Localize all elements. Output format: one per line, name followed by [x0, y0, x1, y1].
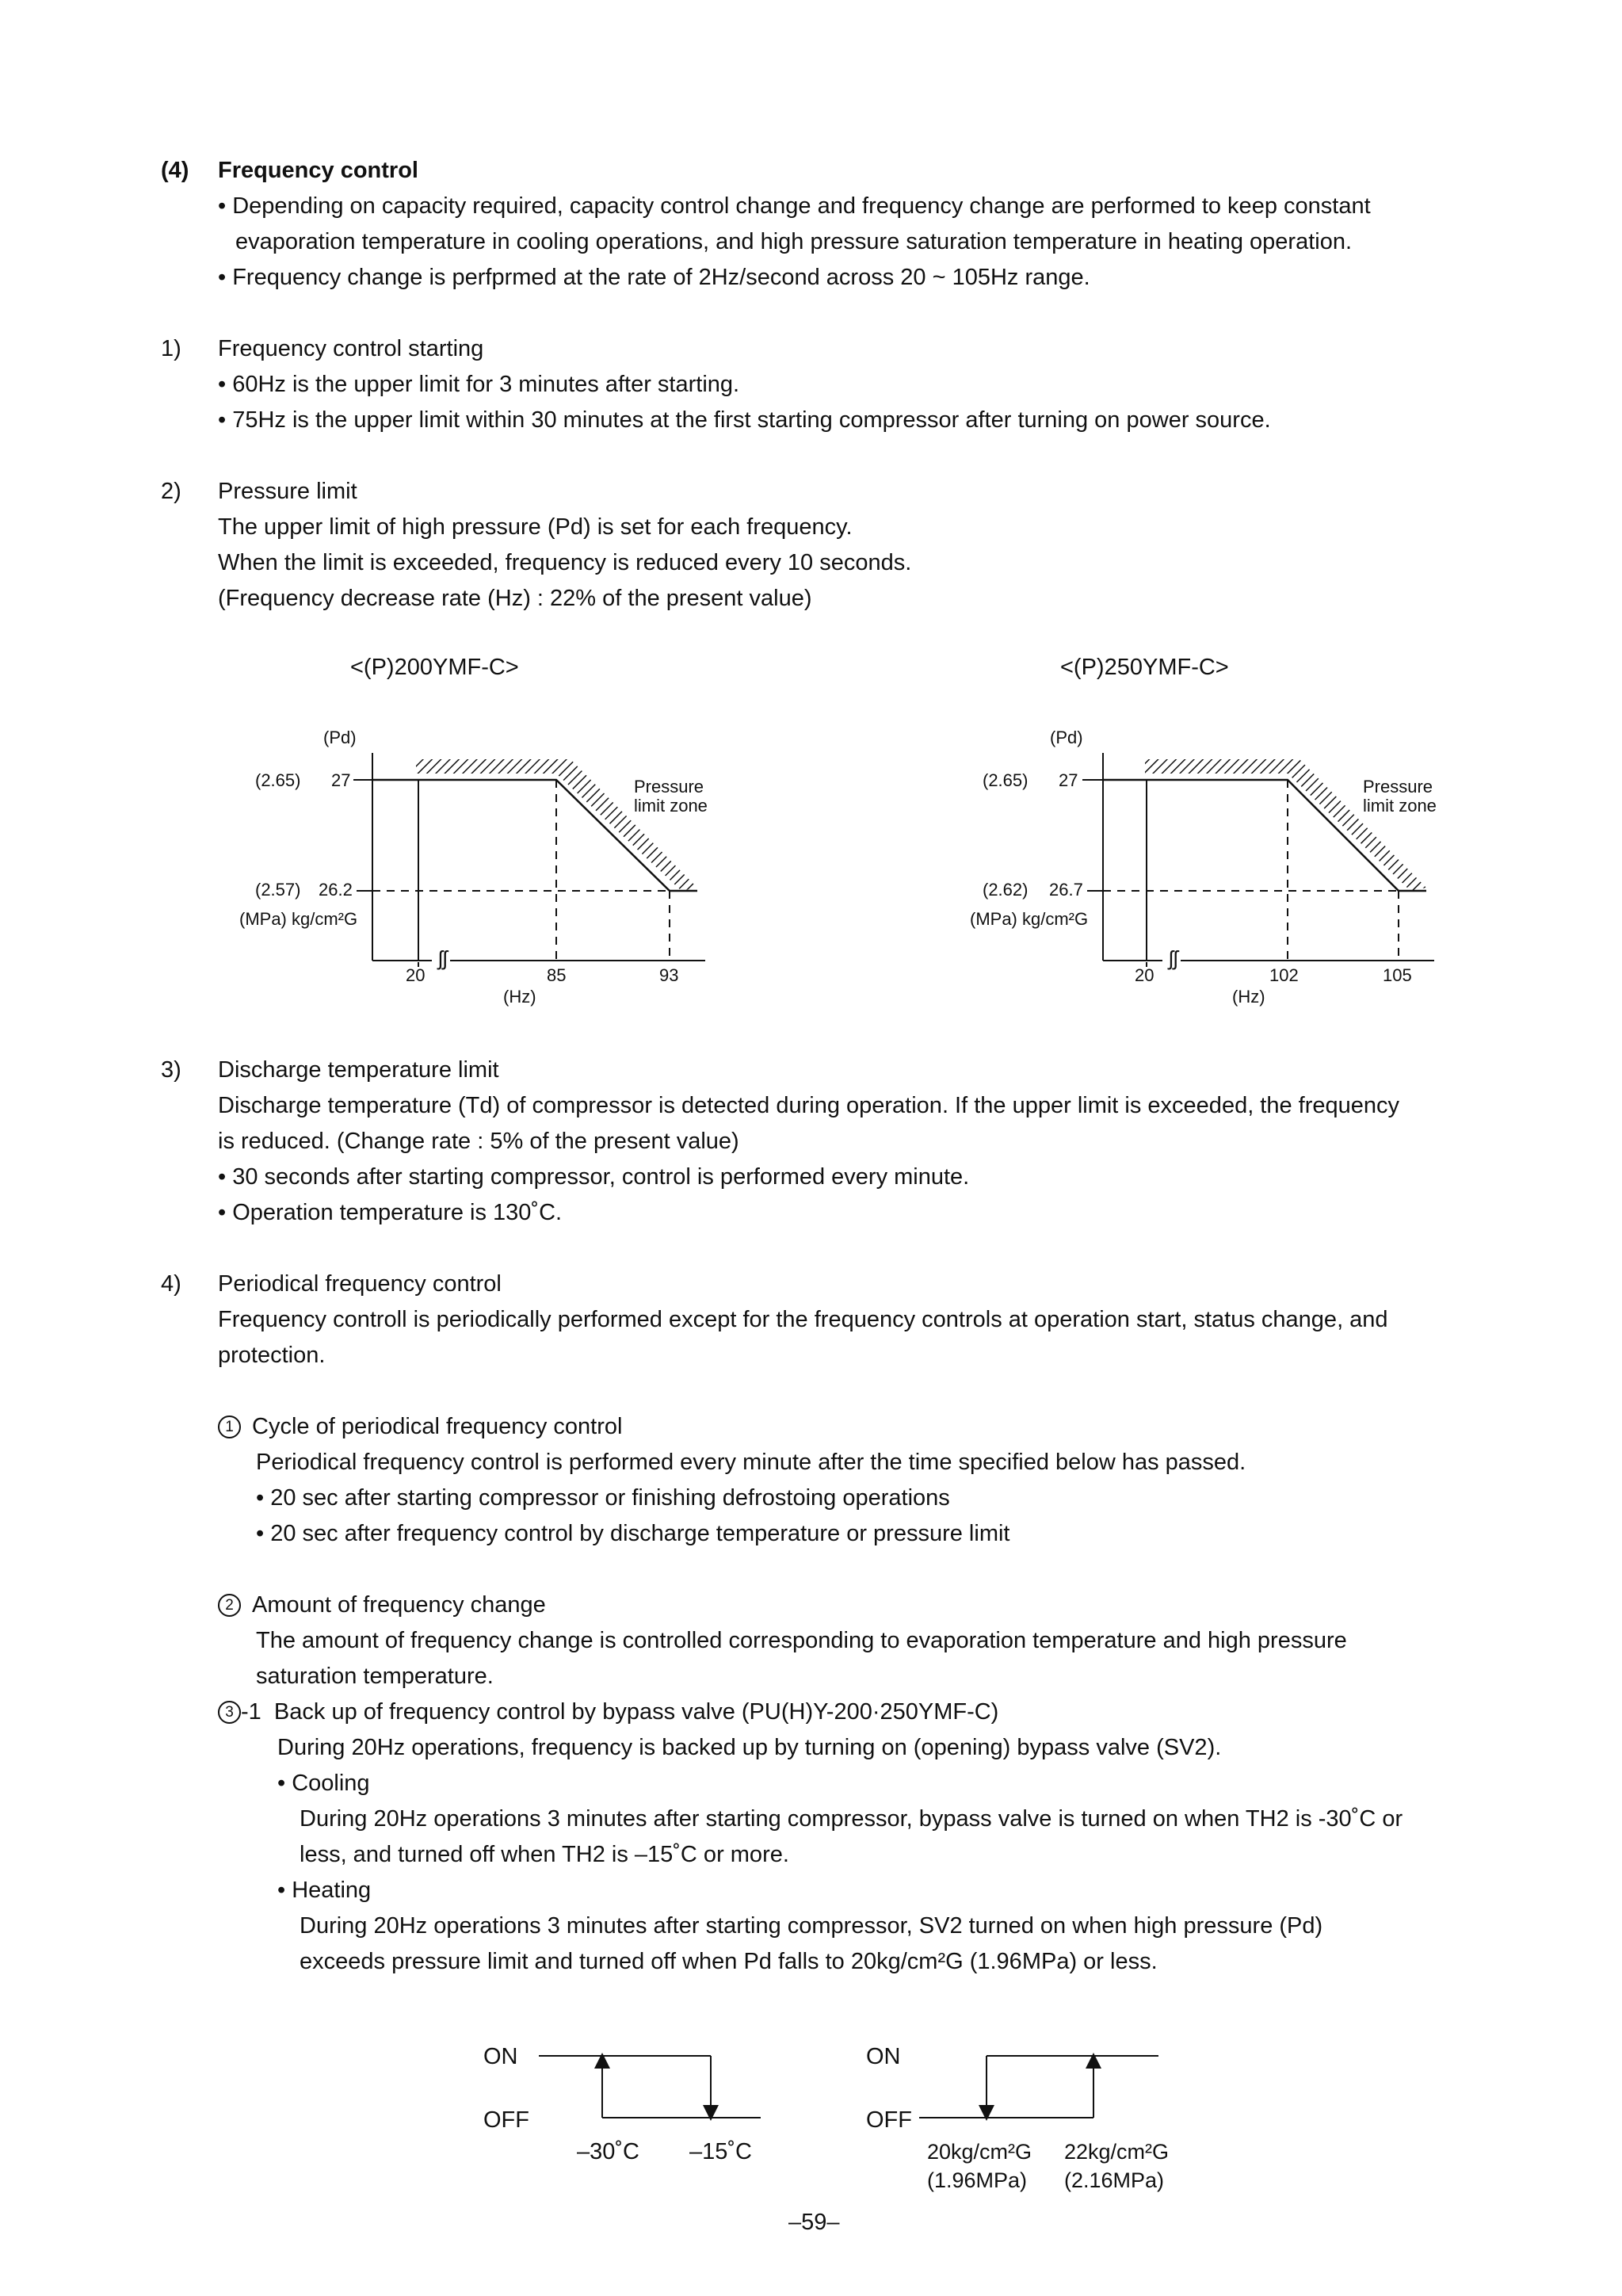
- axis-break-mark: ʃʃ: [1169, 946, 1178, 970]
- y-tick-mpa: (2.65): [983, 770, 1029, 790]
- item-line: The upper limit of high pressure (Pd) is set for each frequency.: [218, 514, 853, 540]
- y-tick-mpa: (2.65): [255, 770, 301, 790]
- threshold-label: 22kg/cm²G: [1064, 2140, 1170, 2164]
- cooling-heading: • Cooling: [277, 1771, 370, 1796]
- heating-heading: • Heating: [277, 1878, 372, 1903]
- off-label: OFF: [866, 2107, 912, 2133]
- item-number: 1): [161, 336, 181, 361]
- item-line: • 30 seconds after starting compressor, control is performed every minute.: [218, 1164, 970, 1190]
- y-tick-mpa: (2.57): [255, 880, 301, 900]
- x-axis-label: (Hz): [503, 987, 536, 1007]
- pressure-limit-charts: [0, 697, 1622, 1014]
- threshold-label: 20kg/cm²G: [927, 2140, 1032, 2164]
- x-tick: 20: [1135, 965, 1154, 985]
- subitem-line: The amount of frequency change is controlled corresponding to evaporation temperature and high pressure: [256, 1628, 1347, 1653]
- cooling-line: During 20Hz operations 3 minutes after starting compressor, bypass valve is turned on when TH2 is -30˚C or: [300, 1806, 1403, 1832]
- subitem-heading: [218, 1409, 622, 1445]
- subitem-line: Periodical frequency control is performed every minute after the time specified below has passed.: [256, 1450, 1246, 1475]
- y-axis-label: (Pd): [323, 728, 357, 747]
- unit-label: (MPa) kg/cm²G: [970, 909, 1089, 929]
- item-line: • Operation temperature is 130˚C.: [218, 1200, 563, 1225]
- item-number: 4): [161, 1271, 181, 1297]
- axis-break-mark: ʃʃ: [438, 946, 448, 970]
- heating-switch-diagram: [866, 2044, 1169, 2192]
- chart-title: <(P)250YMF-C>: [1060, 655, 1229, 680]
- item-title: Discharge temperature limit: [218, 1057, 499, 1083]
- chart-title: <(P)200YMF-C>: [350, 655, 519, 680]
- heating-line: During 20Hz operations 3 minutes after starting compressor, SV2 turned on when high pressure (Pd): [300, 1913, 1323, 1939]
- chart-250ymf: [970, 728, 1437, 1007]
- item-number: 3): [161, 1057, 181, 1083]
- x-tick: 102: [1269, 965, 1299, 985]
- circled-number: 3: [218, 1701, 241, 1724]
- threshold-label: (2.16MPa): [1064, 2168, 1165, 2192]
- subitem-suffix: -1: [241, 1699, 261, 1725]
- y-tick: 27: [331, 770, 351, 790]
- y-tick-mpa: (2.62): [983, 880, 1029, 900]
- x-tick: 20: [406, 965, 426, 985]
- item-title: Periodical frequency control: [218, 1271, 502, 1297]
- section-intro-line: • Frequency change is perfprmed at the rate of 2Hz/second across 20 ~ 105Hz range.: [218, 265, 1090, 290]
- circled-number: 1: [218, 1415, 241, 1438]
- subitem-heading: [218, 1587, 546, 1623]
- threshold-label: (1.96MPa): [927, 2168, 1028, 2192]
- item-line: is reduced. (Change rate : 5% of the present value): [218, 1129, 739, 1154]
- item-line: • 75Hz is the upper limit within 30 minutes at the first starting compressor after turning on power source.: [218, 407, 1271, 433]
- item-line: Frequency controll is periodically performed except for the frequency controls at operation start, status change, and: [218, 1307, 1388, 1332]
- subitem-title: Back up of frequency control by bypass valve (PU(H)Y-200·250YMF-C): [273, 1699, 999, 1725]
- item-line: (Frequency decrease rate (Hz) : 22% of the present value): [218, 586, 812, 611]
- section-number: (4): [161, 158, 189, 183]
- section-intro-line: evaporation temperature in cooling operations, and high pressure saturation temperature in heating operation.: [235, 229, 1353, 254]
- x-tick: 93: [659, 965, 679, 985]
- section-title: Frequency control: [218, 158, 418, 183]
- unit-label: (MPa) kg/cm²G: [239, 909, 358, 929]
- y-tick: 27: [1059, 770, 1078, 790]
- item-title: Pressure limit: [218, 479, 357, 504]
- threshold-label: –30˚C: [577, 2139, 639, 2164]
- zone-label: limit zone: [1363, 796, 1437, 816]
- threshold-label: –15˚C: [689, 2139, 752, 2164]
- on-label: ON: [866, 2044, 901, 2069]
- zone-label: limit zone: [634, 796, 708, 816]
- subitem-line: During 20Hz operations, frequency is backed up by turning on (opening) bypass valve (SV2).: [277, 1735, 1222, 1760]
- off-label: OFF: [483, 2107, 529, 2133]
- item-line: protection.: [218, 1343, 326, 1368]
- subitem-line: • 20 sec after starting compressor or finishing defrostoing operations: [256, 1485, 950, 1511]
- chart-200ymf: [239, 728, 708, 1007]
- item-line: Discharge temperature (Td) of compressor is detected during operation. If the upper limit is exceeded, the frequency: [218, 1093, 1400, 1118]
- x-tick: 85: [547, 965, 567, 985]
- switch-diagrams: [0, 2029, 1622, 2211]
- y-axis-label: (Pd): [1050, 728, 1083, 747]
- page-number: –59–: [788, 2210, 840, 2235]
- x-tick: 105: [1383, 965, 1412, 985]
- item-number: 2): [161, 479, 181, 504]
- subitem-heading: [218, 1694, 998, 1730]
- zone-label: Pressure: [1363, 777, 1433, 797]
- on-label: ON: [483, 2044, 518, 2069]
- item-line: When the limit is exceeded, frequency is reduced every 10 seconds.: [218, 550, 912, 575]
- subitem-title: Cycle of periodical frequency control: [252, 1414, 623, 1439]
- circled-number: 2: [218, 1594, 241, 1617]
- section-intro-line: • Depending on capacity required, capacity control change and frequency change are performed to keep constant: [218, 193, 1371, 219]
- zone-label: Pressure: [634, 777, 704, 797]
- item-line: • 60Hz is the upper limit for 3 minutes after starting.: [218, 372, 740, 397]
- y-tick: 26.2: [319, 880, 353, 900]
- subitem-line: saturation temperature.: [256, 1664, 494, 1689]
- cooling-switch-diagram: [483, 2044, 761, 2164]
- heating-line: exceeds pressure limit and turned off when Pd falls to 20kg/cm²G (1.96MPa) or less.: [300, 1949, 1158, 1974]
- y-tick: 26.7: [1049, 880, 1083, 900]
- subitem-title: Amount of frequency change: [252, 1592, 546, 1618]
- x-axis-label: (Hz): [1232, 987, 1265, 1007]
- cooling-line: less, and turned off when TH2 is –15˚C or more.: [300, 1842, 789, 1867]
- item-title: Frequency control starting: [218, 336, 484, 361]
- subitem-line: • 20 sec after frequency control by discharge temperature or pressure limit: [256, 1521, 1010, 1546]
